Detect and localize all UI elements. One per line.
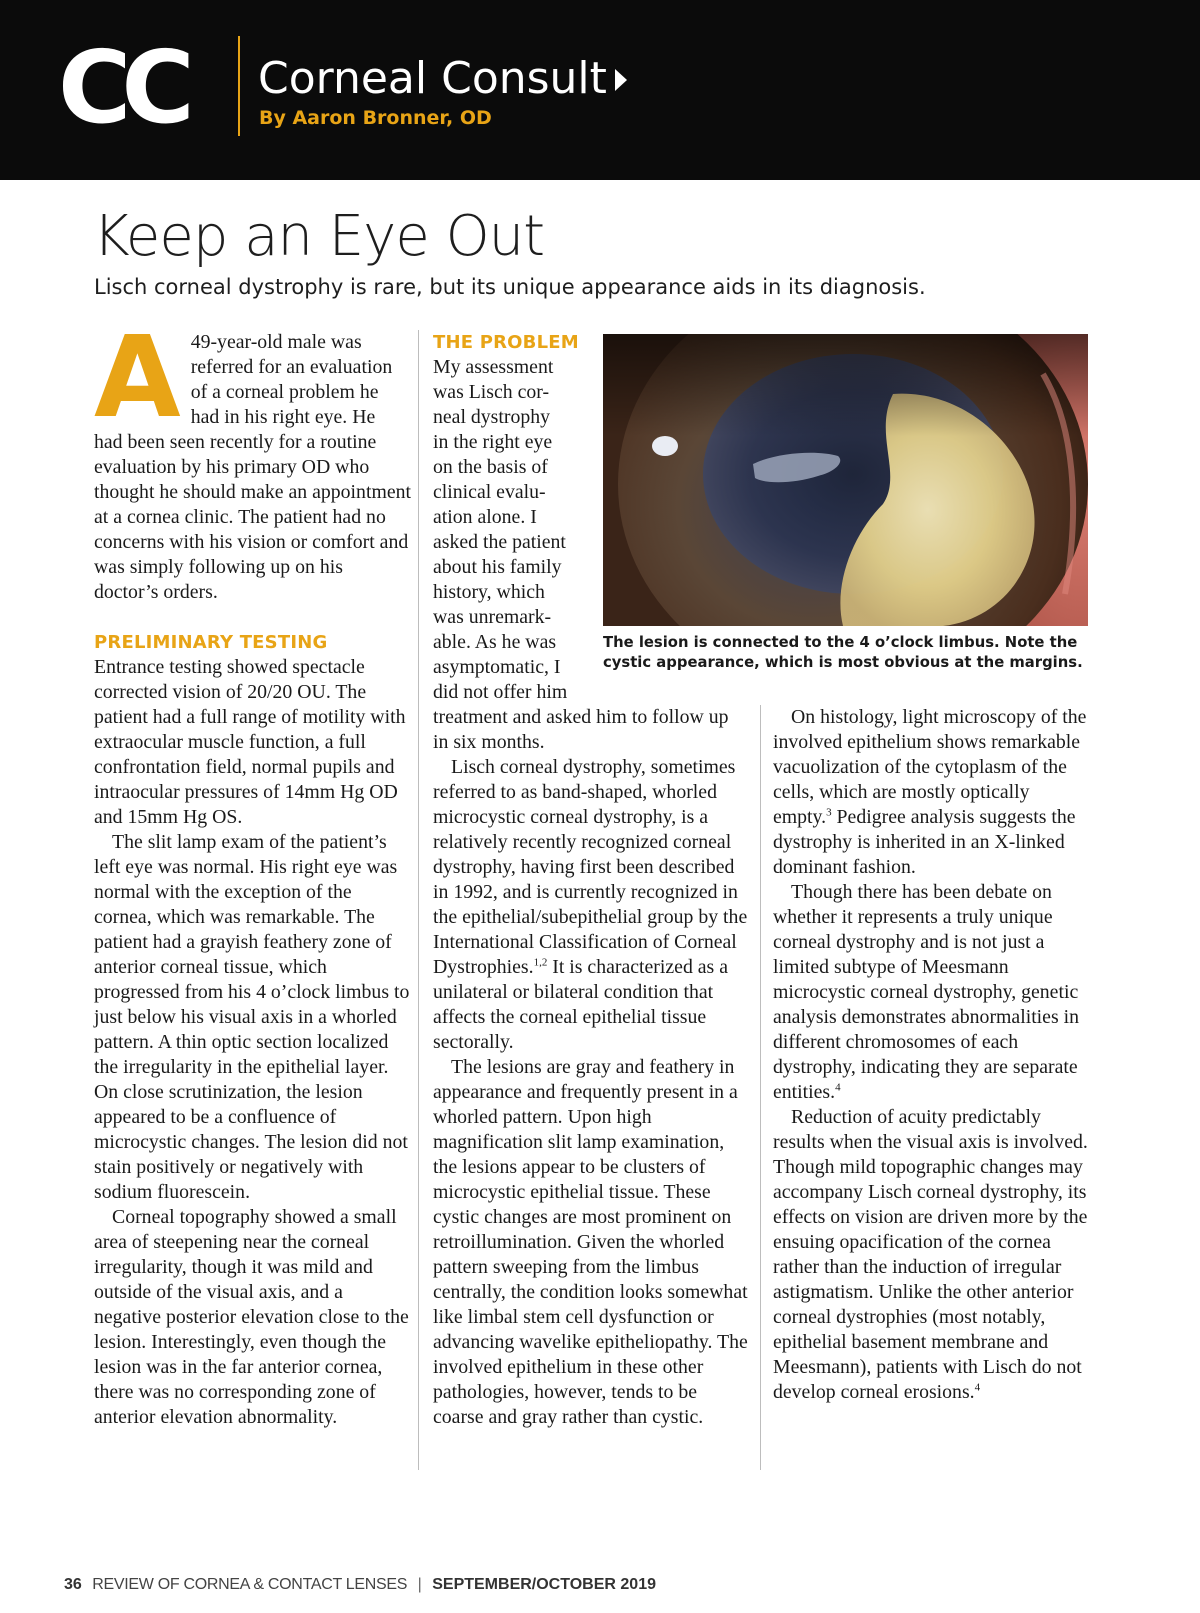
lead-line: 49-year-old male was [190,331,362,353]
column-2 [433,705,748,1430]
reference-marker: 3 [826,806,832,819]
drop-cap: A [94,313,181,443]
intro-paragraph [94,313,412,605]
body-line: about his family [433,556,562,578]
byline: By Aaron Bronner, OD [259,107,492,129]
department-title [258,54,627,104]
body-paragraph [773,880,1088,1105]
publication-name: REVIEW OF CORNEA & CONTACT LENSES [92,1576,408,1593]
body-paragraph: Entrance testing showed spectacle corrected vision of 20/20 OU. The patient had a full range of motility with extraocular muscle function, a full confrontation field, normal pupils and intraocular pressures of 14mm Hg OD and 15mm Hg OS. [94,656,406,828]
reference-marker: 4 [974,1381,981,1394]
body-line: clinical evalu- [433,481,546,503]
body-line: was unremark- [433,606,552,628]
reference-marker: 4 [835,1081,841,1094]
body-line: ation alone. I [433,506,537,528]
body-line: asymptomatic, I [433,656,561,678]
article-subtitle: Lisch corneal dystrophy is rare, but its unique appearance aids in its diagnosis. [94,275,926,299]
header-divider [238,36,240,136]
department-logo: CC [58,29,185,146]
column-divider [418,330,419,1470]
body-paragraph [773,705,1088,880]
body-line: on the basis of [433,456,548,478]
section-heading-preliminary-testing: PRELIMINARY TESTING [94,632,328,653]
body-line: able. As he was [433,631,557,653]
column-1 [94,313,412,1430]
column-divider [760,705,761,1470]
body-line: was Lisch cor- [433,381,550,403]
eye-photo-graphic [603,334,1088,626]
article-title: Keep an Eye Out [93,204,545,269]
body-paragraph [433,755,748,1055]
body-text: On histology, light microscopy of the involved epithelium shows remarkable vacuolization of the cytoplasm of the cells, which are mostly optically empty. [773,706,1087,828]
department-name: Corneal Consult [258,53,607,104]
body-paragraph: treatment and asked him to follow up in six months. [433,706,729,753]
eye-photo [603,334,1088,626]
column-3 [773,705,1088,1405]
issue-date: SEPTEMBER/OCTOBER 2019 [432,1576,656,1593]
body-paragraph: Corneal topography showed a small area of steepening near the corneal irregularity, though it was mild and outside of the visual axis, and a negative posterior elevation close to the lesion. Interestingly, even though the lesion was in the far anterior cornea, there was no corresponding zone of anterior elevation abnormality. [94,1206,409,1428]
body-paragraph: The lesions are gray and feathery in appearance and frequently present in a whorled pattern. Upon high magnification slit lamp examination, the lesions appear to be clusters of microcystic epithelial tissue. These cystic changes are most prominent on retroillumination. Given the whorled pattern sweeping from the limbus centrally, the condition looks somewhat like limbal stem cell dysfunction or advancing wavelike epitheliopathy. The involved epithelium in these other pathologies, however, tends to be coarse and gray rather than cystic. [433,1056,748,1428]
section-heading-the-problem: THE PROBLEM [433,332,579,353]
page-number: 36 [64,1576,82,1593]
body-line: did not offer him [433,681,568,703]
body-paragraph: The slit lamp exam of the patient’s left eye was normal. His right eye was normal with the exception of the cornea, which was remarkable. The patient had a grayish feathery zone of anterior corneal tissue, which progressed from his 4 o’clock limbus to just below his visual axis in a whorled pattern. A thin optic section localized the irregularity in the epithelial layer. On close scrutinization, the lesion appeared to be a confluence of microcystic changes. The lesion did not stain positively or negatively with sodium fluorescein. [94,831,410,1203]
body-paragraph [773,1105,1088,1405]
page-footer [64,1575,656,1595]
body-text: Lisch corneal dystrophy, sometimes referred to as band-shaped, whorled microcystic corneal dystrophy, is a relatively recently recognized corneal dystrophy, having first been described in 1992, and is currently recognized in the epithelial/subepithelial group by the International Classification of Corneal Dystrophies. [433,756,748,978]
body-line: My assessment [433,356,554,378]
department-header [0,0,1200,180]
reference-marker: 1,2 [533,956,548,969]
arrow-right-icon [615,69,627,91]
body-line: in the right eye [433,431,553,453]
body-text: It is characterized as a unilateral or bilateral condition that affects the corneal epithelial tissue sectorally. [433,956,728,1053]
footer-separator: | [417,1576,422,1593]
intro-text: had been seen recently for a routine evaluation by his primary OD who thought he should make an appointment at a cornea clinic. The patient had no concerns with his vision or comfort and was simply following up on his doctor’s orders. [94,431,411,603]
body-line: asked the patient [433,531,566,553]
body-line: history, which [433,581,545,603]
column-2-top [433,330,593,705]
lead-line: had in his right eye. He [190,406,376,428]
lead-line: referred for an evaluation [190,356,393,378]
body-line: neal dystrophy [433,406,551,428]
body-text: Pedigree analysis suggests the dystrophy is inherited in an X-linked dominant fashion. [773,806,1076,878]
body-text: Though there has been debate on whether it represents a truly unique corneal dystrophy and is not just a limited subtype of Meesmann microcystic corneal dystrophy, genetic analysis demonstrates abnormalities in different chromosomes of each dystrophy, indicating they are separate entities. [773,881,1079,1103]
figure-caption: The lesion is connected to the 4 o’clock limbus. Note the cystic appearance, which is most obvious at the margins. [603,634,1083,671]
body-text: Reduction of acuity predictably results when the visual axis is involved. Though mild topographic changes may accompany Lisch corneal dystrophy, its effects on vision are driven more by the ensuing opacification of the cornea rather than the induction of irregular astigmatism. Unlike the other anterior corneal dystrophies (most notably, epithelial basement membrane and Meesmann), patients with Lisch do not develop corneal erosions. [773,1106,1088,1403]
lead-line: of a corneal problem he [190,381,379,403]
